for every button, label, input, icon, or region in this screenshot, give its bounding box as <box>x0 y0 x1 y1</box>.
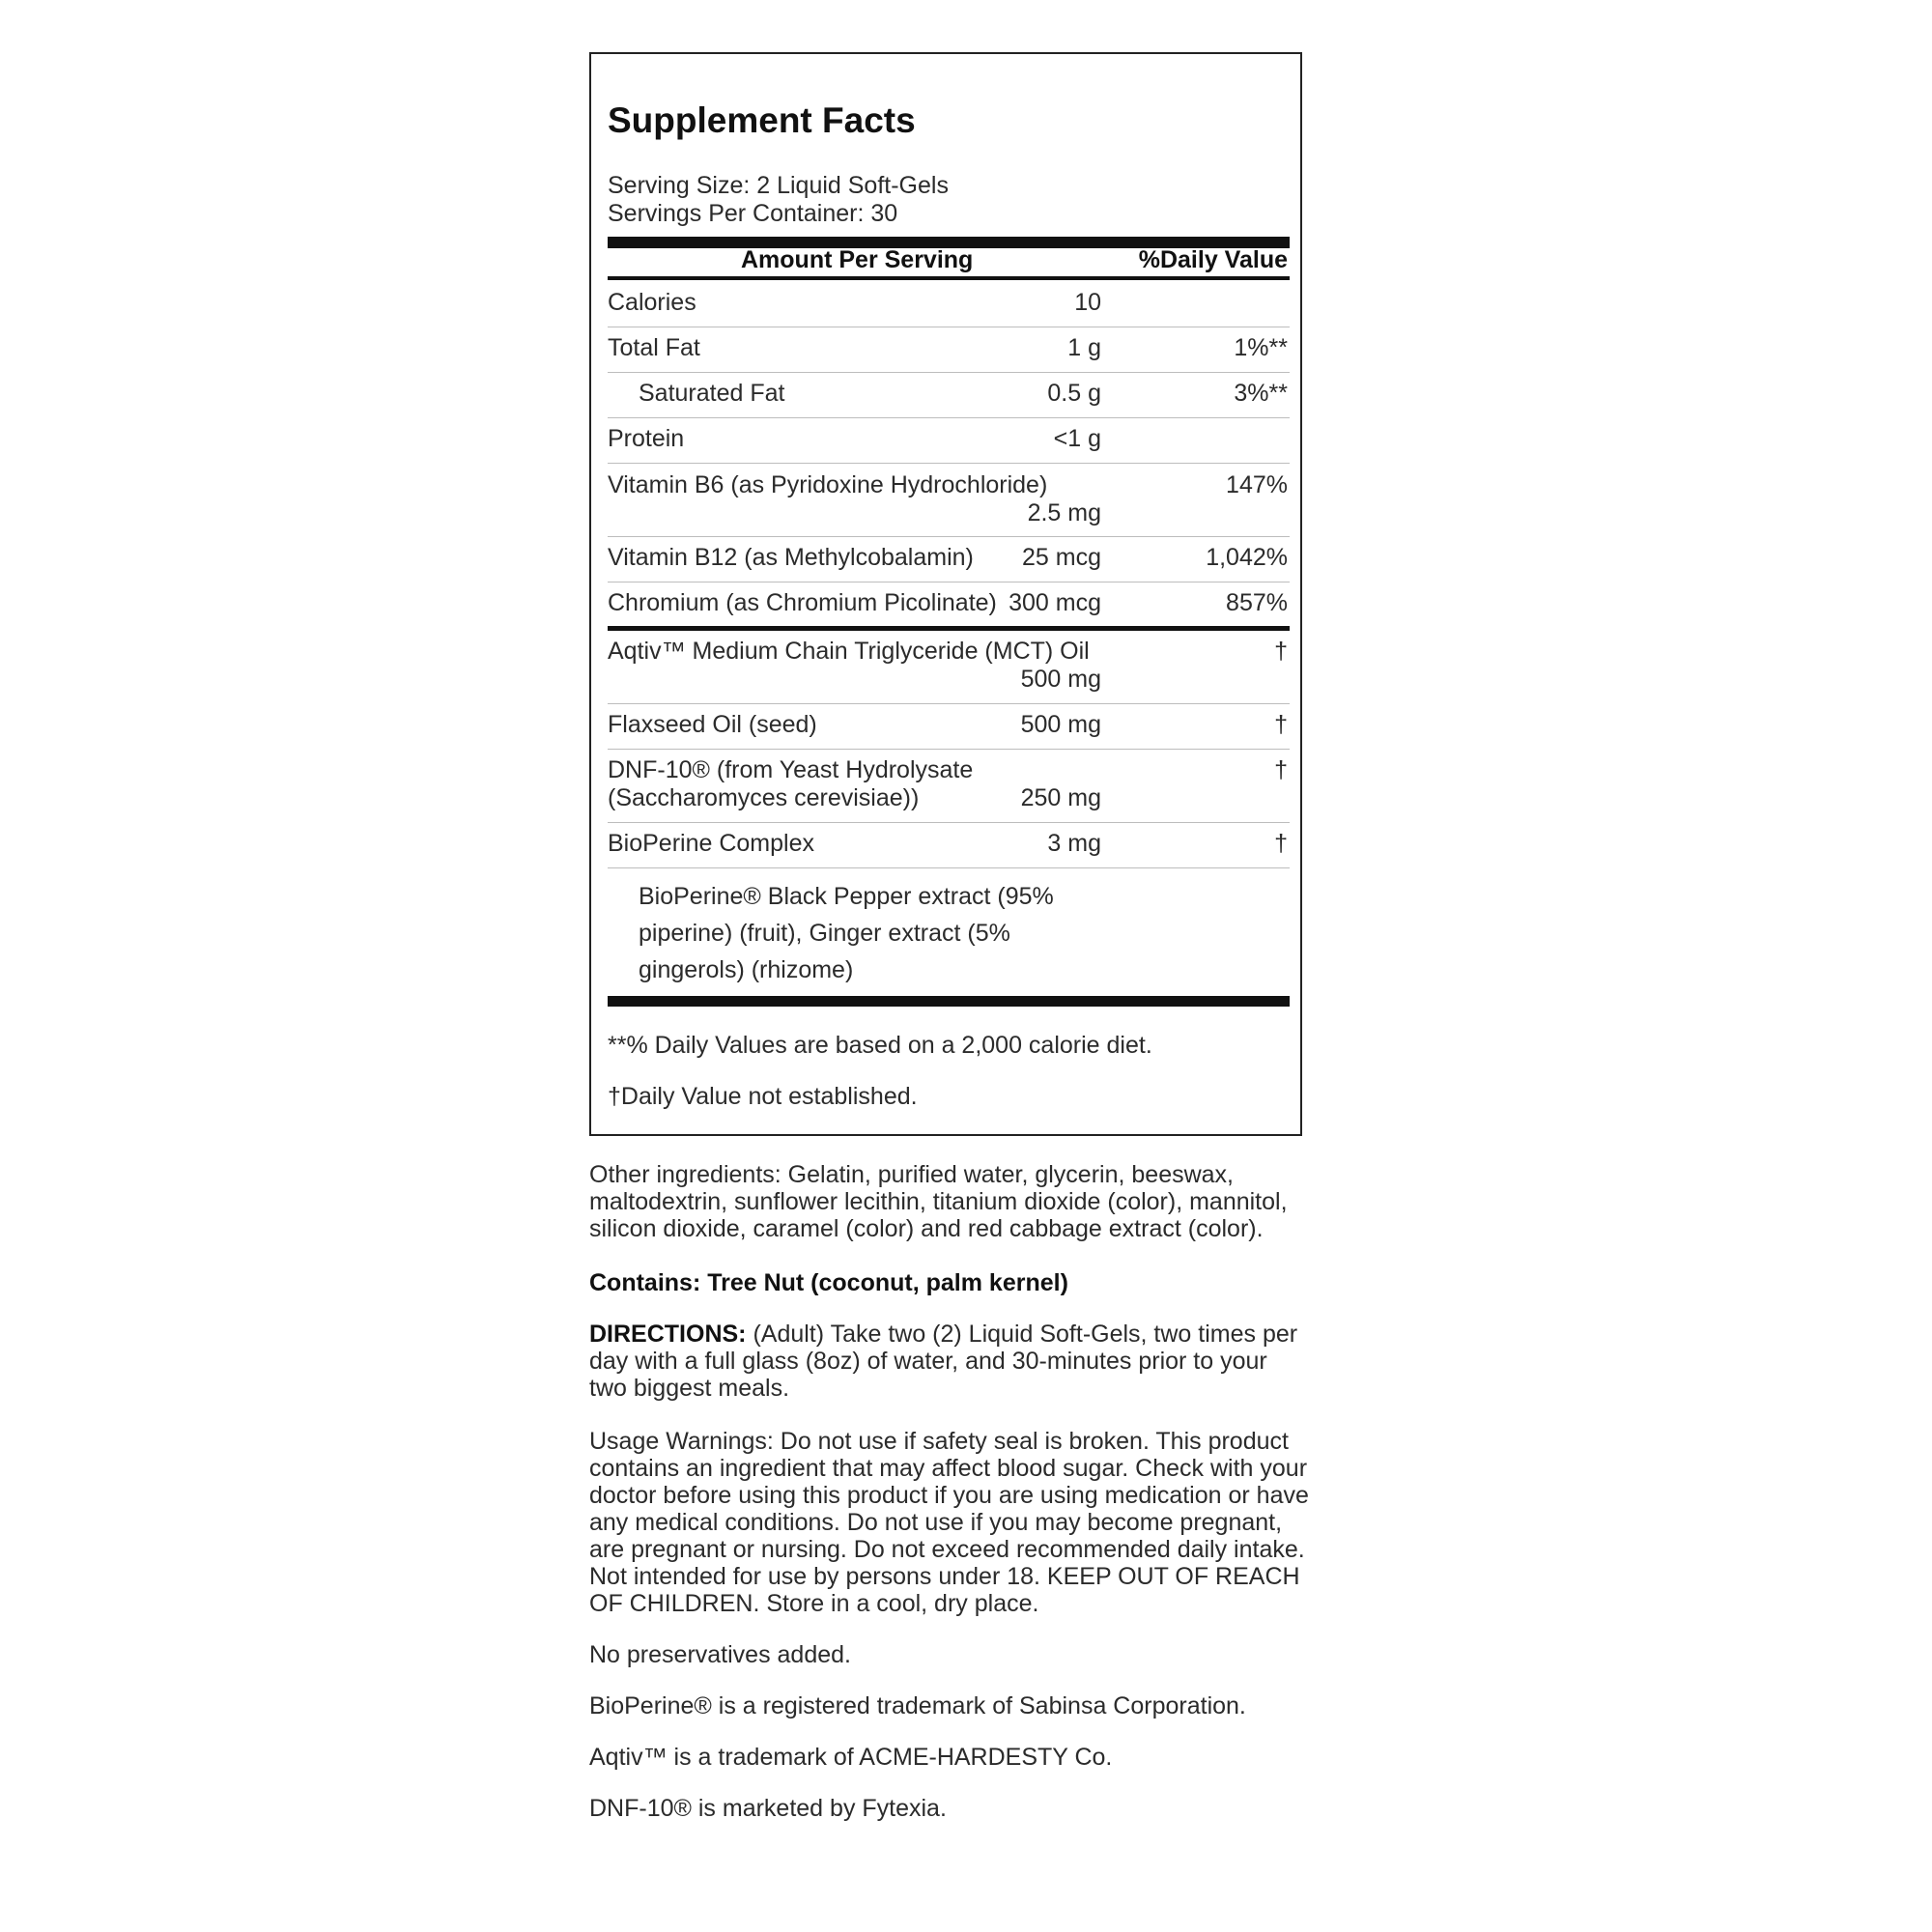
row-vitamin-b6-amount: 2.5 mg <box>1027 499 1101 526</box>
directions-text: (Adult) Take two (2) Liquid Soft-Gels, two times per day with a full glass (8oz) of water, and 30-minutes prior to your two biggest meals. <box>589 1321 1298 1402</box>
row-divider <box>608 417 1290 418</box>
footnote-daily-values: **% Daily Values are based on a 2,000 calorie diet. <box>608 1032 1152 1059</box>
row-chromium-name: Chromium (as Chromium Picolinate) <box>608 589 997 616</box>
row-saturated-fat-dv: 3%** <box>1234 380 1288 407</box>
row-vitamin-b6-name: Vitamin B6 (as Pyridoxine Hydrochloride) <box>608 471 1048 498</box>
row-dnf10-amount: 250 mg <box>1020 784 1101 811</box>
other-ingredients: Other ingredients: Gelatin, purified water, glycerin, beeswax, maltodextrin, sunflower lecithin, titanium dioxide (color), mannitol, silicon dioxide, caramel (color) and red cabbage extract (color). <box>589 1161 1288 1242</box>
row-chromium-dv: 857% <box>1226 589 1288 616</box>
servings-per-container: Servings Per Container: 30 <box>608 200 898 227</box>
row-calories-amount: 10 <box>1074 289 1101 316</box>
facts-title: Supplement Facts <box>608 100 916 140</box>
row-saturated-fat-amount: 0.5 g <box>1047 380 1101 407</box>
row-vitamin-b12-name: Vitamin B12 (as Methylcobalamin) <box>608 544 974 571</box>
allergen-contains: Contains: Tree Nut (coconut, palm kernel) <box>589 1269 1068 1296</box>
trademark-bioperine: BioPerine® is a registered trademark of Sabinsa Corporation. <box>589 1692 1246 1719</box>
row-total-fat-name: Total Fat <box>608 334 700 361</box>
header-divider <box>608 276 1290 280</box>
row-calories-name: Calories <box>608 289 696 316</box>
usage-warnings: Usage Warnings: Do not use if safety seal is broken. This product contains an ingredient that may affect blood sugar. Check with your doctor before using this product if you are using medication or have any medical conditions. Do not use if you may become pregnant, are pregnant or nursing. Do not exceed recommended daily intake. Not intended for use by persons under 18. KEEP OUT OF REACH OF CHILDREN. Store in a cool, dry place. <box>589 1428 1309 1617</box>
row-divider <box>608 463 1290 464</box>
supplement-facts-panel <box>589 52 1302 1136</box>
row-total-fat-amount: 1 g <box>1067 334 1101 361</box>
serving-size: Serving Size: 2 Liquid Soft-Gels <box>608 172 949 199</box>
row-mct-oil-name: Aqtiv™ Medium Chain Triglyceride (MCT) Oil <box>608 638 1090 665</box>
row-mct-oil-amount: 500 mg <box>1020 666 1101 693</box>
row-divider <box>608 372 1290 373</box>
serving-info <box>608 172 949 228</box>
header-daily-value: %Daily Value <box>1138 246 1288 273</box>
row-divider <box>608 703 1290 704</box>
row-divider <box>608 822 1290 823</box>
row-flaxseed-oil-amount: 500 mg <box>1020 711 1101 738</box>
row-vitamin-b12-dv: 1,042% <box>1206 544 1288 571</box>
nutrient-section-divider <box>608 626 1290 631</box>
directions-label: DIRECTIONS: <box>589 1321 747 1348</box>
row-dnf10-dv: † <box>1274 756 1288 783</box>
directions <box>589 1321 1309 1402</box>
row-bioperine-complex-dv: † <box>1274 830 1288 857</box>
footnote-dagger: †Daily Value not established. <box>608 1083 918 1110</box>
row-flaxseed-oil-name: Flaxseed Oil (seed) <box>608 711 817 738</box>
no-preservatives: No preservatives added. <box>589 1641 851 1668</box>
row-protein-name: Protein <box>608 425 685 452</box>
header-amount-per-serving: Amount Per Serving <box>741 246 974 273</box>
row-chromium-amount: 300 mcg <box>1009 589 1101 616</box>
row-dnf10-name-line1: DNF-10® (from Yeast Hydrolysate <box>608 756 974 783</box>
row-bioperine-complex-name: BioPerine Complex <box>608 830 814 857</box>
trademark-dnf10: DNF-10® is marketed by Fytexia. <box>589 1795 947 1822</box>
bottom-thick-divider <box>608 996 1290 1007</box>
row-protein-amount: <1 g <box>1053 425 1101 452</box>
row-divider <box>608 536 1290 537</box>
row-vitamin-b12-amount: 25 mcg <box>1022 544 1101 571</box>
row-divider <box>608 867 1290 868</box>
row-vitamin-b6-dv: 147% <box>1226 471 1288 498</box>
row-saturated-fat-name: Saturated Fat <box>639 380 785 407</box>
row-total-fat-dv: 1%** <box>1234 334 1288 361</box>
row-mct-oil-dv: † <box>1274 638 1288 665</box>
row-divider <box>608 749 1290 750</box>
row-bioperine-complex-amount: 3 mg <box>1047 830 1101 857</box>
trademark-aqtiv: Aqtiv™ is a trademark of ACME-HARDESTY Co. <box>589 1744 1113 1771</box>
row-flaxseed-oil-dv: † <box>1274 711 1288 738</box>
row-dnf10-name-line2: (Saccharomyces cerevisiae)) <box>608 784 920 811</box>
bioperine-complex-note: BioPerine® Black Pepper extract (95% piperine) (fruit), Ginger extract (5% gingerols) (rhizome) <box>639 883 1054 983</box>
